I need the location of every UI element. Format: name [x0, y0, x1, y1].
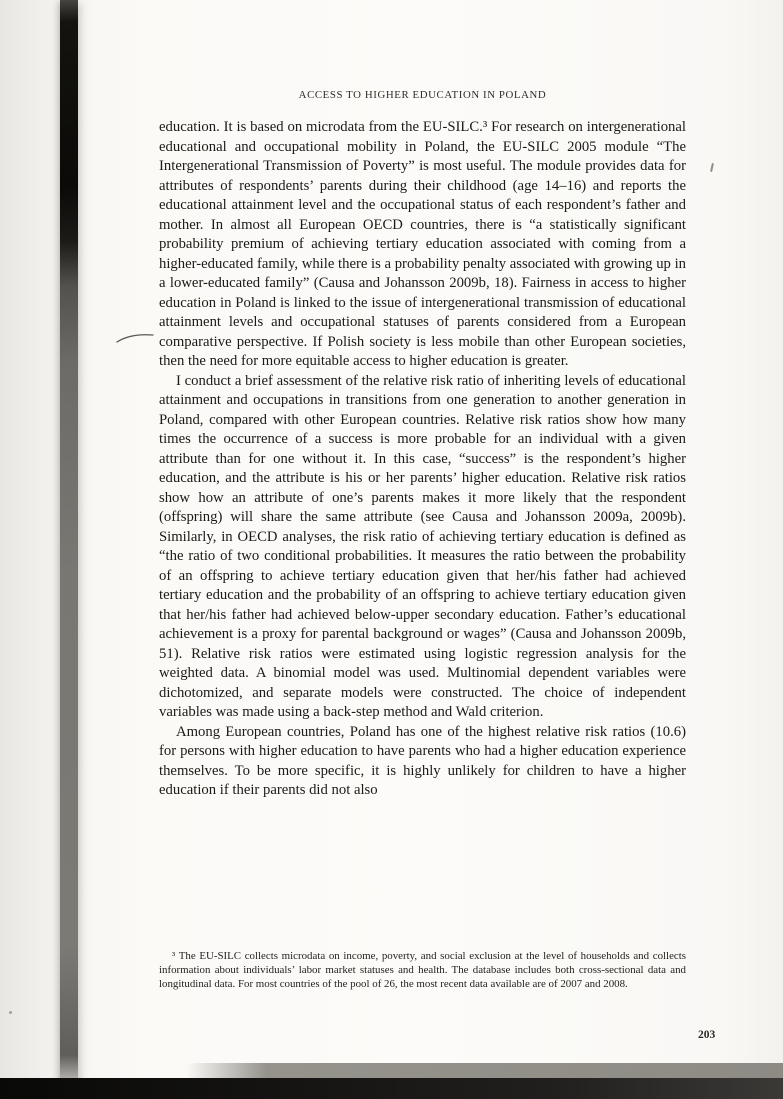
pen-mark — [710, 163, 714, 172]
paragraph: Among European countries, Poland has one of the highest relative risk ratios (10.6) for persons with higher education to have parents who had a higher education experience themselves. To be more specific, it is highly unlikely for children to have a higher education if their parents did not also — [159, 723, 686, 798]
book-binding-shadow — [60, 0, 78, 1099]
page-body — [159, 89, 686, 801]
page-number: 203 — [698, 1029, 716, 1041]
scan-edge-dark — [0, 1078, 783, 1099]
scan-speck — [9, 1011, 12, 1014]
paragraph: I conduct a brief assessment of the relative risk ratio of inheriting levels of educational attainment and occupations in transitions from one generation to another generation in Poland, compared with other European countries. Relative risk ratios show how many times the occurrence of a success is more probable for an individual with a given attribute than for one without it. In this case, “success” is the respondent’s higher education, and the attribute is his or her parents’ higher education. Relative risk ratios show how an attribute of one’s parents makes it more likely that the respondent (offspring) will share the same attribute (see Causa and Johansson 2009a, 2009b). Similarly, in OECD analyses, the risk ratio of achieving tertiary education is defined as “the ratio of two conditional probabilities. It measures the ratio between the probability of an offspring to achieve tertiary education given that her/his father had achieved tertiary education and the probability of an offspring to achieve tertiary education given that her/his father had achieved below-upper secondary education. Father’s educational achievement is a proxy for parental background or wages” (Causa and Johansson 2009b, 51). Relative risk ratios were estimated using logistic regression analysis for the weighted data. A binomial model was used. Multinomial dependent variables were dichotomized, and separate models were constructed. The choice of independent variables was made using a back-step method and Wald criterion. — [159, 372, 686, 720]
footnote: ³ The EU-SILC collects microdata on income, poverty, and social exclusion at the level of households and collects information about individuals’ labor market statuses and health. The database includes both cross-sectional data and longitudinal data. For most countries of the pool of 26, the most recent data available are of 2007 and 2008. — [159, 950, 686, 990]
pen-mark — [116, 333, 154, 345]
paragraph: education. It is based on microdata from the EU-SILC.³ For research on intergenerational educational and occupational mobility in Poland, the EU-SILC 2005 module “The Intergenerational Transmission of Poverty” is most useful. The module provides data for attributes of respondents’ parents during their childhood (age 14–16) and reports the educational attainment level and the occupational status of each respondent’s father and mother. In almost all European OECD countries, there is “a statistically significant probability premium of achieving tertiary education associated with coming from a higher-educated family, while there is a probability penalty associated with growing up in a lower-educated family” (Causa and Johansson 2009b, 18). Fairness in access to higher education in Poland is linked to the issue of intergenerational transmission of educational attainment levels and occupational statuses of parents considered from a European comparative perspective. If Polish society is less mobile than other European societies, then the need for more equitable access to higher education is greater. — [159, 119, 686, 369]
running-head: ACCESS TO HIGHER EDUCATION IN POLAND — [298, 89, 547, 101]
